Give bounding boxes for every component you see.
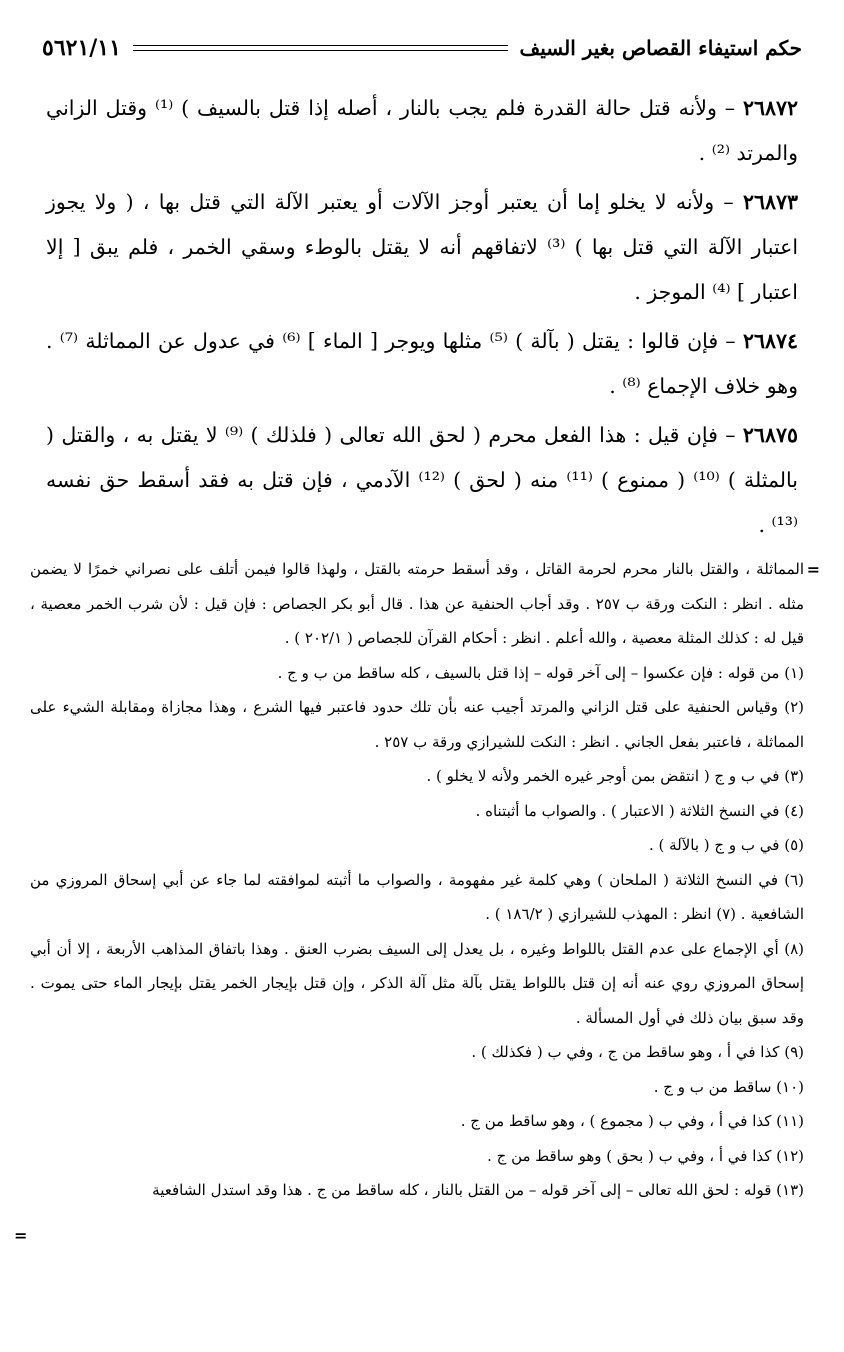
continued-mark: =	[14, 1226, 28, 1245]
paragraph-number: ٢٦٨٧٢	[742, 96, 798, 120]
header-rule	[133, 45, 508, 51]
footnote: (١) من قوله : فإن عكسوا – إلى آخر قوله – إذا قتل بالسيف ، كله ساقط من ب و ج .	[277, 663, 804, 682]
footnote: المماثلة ، والقتل بالنار محرم لحرمة القاتل ، وقد أسقط حرمته بالقتل ، ولهذا قالوا فيمن أتلف على نصراني خمرًا لا يضمن مثله . انظر : النكت ورقة ب ٢٥٧ . وقد أجاب الحنفية عن هذا . قال أبو بكر الجصاص : فإن قيل : لأن شرب الخمر معصية ، قيل له : كذلك المثلة معصية ، والله أعلم . انظر : أحكام القرآن للجصاص ( ٢٠٢/١ ) .	[30, 560, 804, 647]
paragraph-text: – ولأنه قتل حالة القدرة فلم يجب بالنار ، أصله إذا قتل بالسيف ) ⁽¹⁾ وقتل الزاني والمرتد ⁽²⁾ .	[46, 96, 798, 165]
footnote: (٦) في النسخ الثلاثة ( الملحان ) وهي كلمة غير مفهومة ، والصواب ما أثبته لموافقته لما جاء عن أبي إسحاق المروزي من الشافعية . (٧) انظر : المهذب للشيرازي ( ١٨٦/٢ ) .	[30, 870, 804, 923]
paragraph	[46, 180, 798, 315]
footnote: (٥) في ب و ج ( بالآلة ) .	[648, 836, 804, 854]
page-header	[42, 30, 802, 66]
footnote: (١١) كذا في أ ، وفي ب ( مجموع ) ، وهو ساقط من ج .	[460, 1112, 804, 1130]
footnote: (٣) في ب و ج ( انتقض بمن أوجر غيره الخمر ولأنه لا يخلو ) .	[426, 767, 804, 785]
paragraph	[46, 319, 798, 409]
footnotes	[30, 552, 804, 1208]
paragraph-number: ٢٦٨٧٣	[742, 190, 798, 214]
paragraph-number: ٢٦٨٧٥	[742, 423, 798, 447]
paragraph	[46, 413, 798, 548]
paragraph-text: – ولأنه لا يخلو إما أن يعتبر أوجز الآلات أو يعتبر الآلة التي قتل بها ، ( ولا يجوز اعتبار الآلة التي قتل بها ) ⁽³⁾ لاتفاقهم أنه لا يقتل بالوطء وسقي الخمر ، فلم يبق [ إلا اعتبار ] ⁽⁴⁾ الموجز .	[46, 190, 799, 304]
footnote: (١٣) قوله : لحق الله تعالى – إلى آخر قوله – من القتل بالنار ، كله ساقط من ج . هذا وقد استدل الشافعية	[152, 1181, 804, 1199]
continuation-mark: =	[806, 560, 820, 579]
paragraph	[46, 86, 798, 176]
footnote: (١٠) ساقط من ب و ج .	[653, 1077, 804, 1096]
paragraph-text: – فإن قالوا : يقتل ( بآلة ) ⁽⁵⁾ مثلها ويوجر [ الماء ] ⁽⁶⁾ في عدول عن المماثلة ⁽⁷⁾ . وهو خلاف الإجماع ⁽⁸⁾ .	[46, 329, 798, 398]
paragraph-number: ٢٦٨٧٤	[742, 329, 798, 353]
running-title: حكم استيفاء القصاص بغير السيف	[519, 36, 802, 60]
footnote: (١٢) كذا في أ ، وفي ب ( بحق ) وهو ساقط من ج .	[487, 1146, 804, 1165]
paragraph-text: – فإن قيل : هذا الفعل محرم ( لحق الله تعالى ( فلذلك ) ⁽⁹⁾ لا يقتل به ، والقتل ( بالمثلة ) ⁽¹⁰⁾ ( ممنوع ) ⁽¹¹⁾ منه ( لحق ) ⁽¹²⁾ الآدمي ، فإن قتل به فقد أسقط حق نفسه ⁽¹³⁾ .	[46, 423, 798, 537]
footnote: (٩) كذا في أ ، وهو ساقط من ج ، وفي ب ( فكذلك ) .	[471, 1043, 804, 1061]
footnote: (٨) أي الإجماع على عدم القتل باللواط وغيره ، بل يعدل إلى السيف بضرب العنق . وهذا باتفاق المذاهب الأربعة ، إلا أن أبي إسحاق المروزي روي عنه أنه إن قتل باللواط يقتل بآلة مثل آلة الذكر ، وإن قتل بإيجار الخمر يقتل بإيجار الماء حتى يموت . وقد سبق بيان ذلك في أول المسألة .	[30, 939, 804, 1027]
footnote: (٤) في النسخ الثلاثة ( الاعتبار ) . والصواب ما أثبتناه .	[475, 801, 804, 820]
footnote: (٢) وقياس الحنفية على قتل الزاني والمرتد أجيب عنه بأن تلك حدود فاعتبر فيها الشرع ، وهذا مجازاة ومقابلة الشيء على المماثلة ، فاعتبر بفعل الجاني . انظر : النكت للشيرازي ورقة ب ٢٥٧ .	[30, 698, 804, 751]
page-number: ٥٦٢١/١١	[42, 35, 121, 61]
main-text	[46, 86, 798, 552]
